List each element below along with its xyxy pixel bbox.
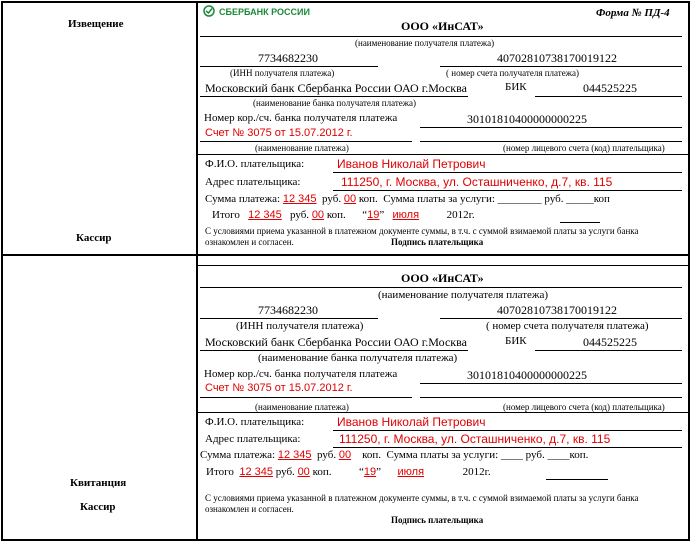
sberbank-logo-icon [203, 5, 215, 17]
service-kop-label: коп [593, 193, 610, 205]
address-label-bottom: Адрес плательщика: [205, 433, 301, 445]
sum-label: Сумма платежа: [200, 449, 278, 461]
total-row-top: Итого 12 345 руб. 00 коп. “19” июля 2012г. [212, 209, 475, 221]
fio-bottom: Иванов Николай Петрович [337, 415, 486, 429]
signature-top: Подпись плательщика [391, 237, 484, 247]
service-rub-label: руб. [525, 449, 545, 461]
corr-account-top: 30101810400000000225 [467, 112, 587, 126]
rub-label: руб. [322, 193, 342, 205]
sum-rubles: 12 345 [277, 449, 312, 461]
total-rubles: 12 345 [239, 466, 273, 478]
fio-section-line-top [198, 154, 688, 155]
account-bottom: 40702810738170019122 [497, 303, 617, 317]
recipient-name-top: ООО «ИнСАТ» [401, 19, 484, 33]
fio-label-bottom: Ф.И.О. плательщика: [205, 416, 305, 428]
bank-caption-top: (наименование банка получателя платежа) [253, 98, 416, 108]
address-label-top: Адрес плательщика: [205, 176, 301, 188]
address-bottom: 111250, г. Москва, ул. Осташниченко, д.7, кв. 115 [339, 432, 611, 446]
sum-row-bottom [200, 449, 588, 461]
corr-account-bottom: 30101810400000000225 [467, 368, 587, 382]
total-kopecks: 00 [311, 209, 325, 221]
address-line-bottom [333, 447, 682, 448]
date-line-bottom [546, 479, 608, 480]
fio-line-top [333, 172, 682, 173]
recipient-line-bottom [200, 287, 682, 288]
account-line-top [440, 66, 682, 67]
recipient-caption-bottom: (наименование получателя платежа) [378, 289, 549, 301]
corr-label-bottom: Номер кор./сч. банка получателя платежа [204, 368, 398, 380]
receipt-label: Квитанция [70, 477, 127, 489]
invoice-top: Счет № 3075 от 15.07.2012 г. [205, 127, 353, 139]
account-top: 40702810738170019122 [497, 51, 617, 65]
date-day: 19 [367, 209, 380, 221]
service-kop-blank: ____ [547, 449, 570, 461]
year-suffix: г. [484, 466, 491, 478]
total-row-bottom: Итого 12 345 руб. 00 коп. “19” июля 2012г. [206, 466, 491, 478]
date-line-top [560, 222, 600, 223]
total-rub-label: руб. [275, 466, 295, 478]
notice-label: Извещение [68, 18, 124, 30]
personal-line-bottom [420, 397, 682, 398]
sum-rubles: 12 345 [282, 193, 317, 205]
payment-caption-bottom: (наименование платежа) [255, 402, 349, 412]
account-caption-top: ( номер счета получателя платежа) [446, 68, 579, 78]
total-kopecks: 00 [297, 466, 310, 478]
bank-line-top [200, 96, 468, 97]
service-label: Сумма платы за услуги: [386, 449, 501, 461]
kop-label: коп. [362, 449, 382, 461]
sum-row-top [205, 193, 610, 205]
date-year: 2012 [446, 209, 469, 221]
consent-bottom: С условиями приема указанной в платежном документе суммы, в т.ч. с суммой взимаемой платы за услуги банка [205, 493, 639, 503]
inn-caption-bottom: (ИНН получателя платежа) [236, 320, 364, 332]
date-month: июля [397, 466, 425, 478]
consent-bottom-2: ознакомлен и согласен. [205, 504, 294, 514]
sum-kopecks: 00 [343, 193, 357, 205]
section-divider [1, 254, 690, 256]
bik-bottom: 044525225 [583, 335, 637, 349]
service-kop-label: коп. [569, 449, 589, 461]
payment-line-bottom [200, 397, 412, 398]
sberbank-logo-text: СБЕРБАНК РОССИИ [219, 7, 310, 17]
fio-line-bottom [333, 430, 682, 431]
personal-caption-bottom: (номер лицевого счета (код) плательщика) [503, 402, 665, 412]
fio-label-top: Ф.И.О. плательщика: [205, 158, 305, 170]
bik-line-bottom [535, 350, 682, 351]
payment-caption-top: (наименование платежа) [255, 143, 349, 153]
sum-label: Сумма платежа: [205, 193, 283, 205]
service-rub-blank: ____ [500, 449, 523, 461]
sum-kopecks: 00 [338, 449, 352, 461]
bik-top: 044525225 [583, 81, 637, 95]
personal-caption-top: (номер лицевого счета (код) плательщика) [503, 143, 665, 153]
account-line-bottom [440, 318, 682, 319]
address-line-top [333, 190, 682, 191]
total-rubles: 12 345 [248, 209, 282, 221]
date-month: июля [392, 209, 420, 221]
consent-top: С условиями приема указанной в платежном документе суммы, в т.ч. с суммой взимаемой платы за услуги банка [205, 226, 639, 236]
date-day: 19 [363, 466, 377, 478]
service-rub-blank: ________ [497, 193, 542, 205]
payment-line-top [200, 141, 412, 142]
corr-line-bottom [420, 383, 682, 384]
corr-line-top [420, 127, 682, 128]
bank-name-top: Московский банк Сбербанка России ОАО г.Москва [205, 81, 467, 95]
account-caption-bottom: ( номер счета получателя платежа) [486, 320, 649, 332]
bank-name-bottom: Московский банк Сбербанка России ОАО г.Москва [205, 335, 467, 349]
total-kop-label: коп. [312, 466, 332, 478]
left-column-divider [196, 1, 198, 541]
recipient-caption-top: (наименование получателя платежа) [355, 38, 495, 48]
total-rub-label: руб. [290, 209, 310, 221]
inn-bottom: 7734682230 [258, 303, 318, 317]
corr-label-top: Номер кор./сч. банка получателя платежа [204, 112, 398, 124]
sberbank-logo [203, 2, 310, 20]
recipient-name-bottom: ООО «ИнСАТ» [401, 271, 484, 285]
total-label: Итого [206, 466, 234, 478]
address-top: 111250, г. Москва, ул. Осташниченко, д.7, кв. 115 [341, 175, 613, 189]
inn-top: 7734682230 [258, 51, 318, 65]
cashier-label-bottom: Кассир [80, 501, 116, 513]
year-suffix: г. [468, 209, 475, 221]
cashier-label-top: Кассир [76, 232, 112, 244]
bik-line-top [535, 96, 682, 97]
bank-line-bottom [200, 350, 468, 351]
personal-line-top [420, 141, 682, 142]
rub-label: руб. [317, 449, 337, 461]
service-label: Сумма платы за услуги: [383, 193, 498, 205]
date-year: 2012 [462, 466, 485, 478]
inn-line-bottom [200, 318, 378, 319]
fio-top: Иванов Николай Петрович [337, 157, 486, 171]
bottom-top-line [198, 265, 688, 266]
total-kop-label: коп. [326, 209, 346, 221]
bik-label-top: БИК [505, 81, 527, 93]
inn-caption-top: (ИНН получателя платежа) [230, 68, 335, 78]
kop-label: коп. [358, 193, 378, 205]
bank-caption-bottom: (наименование банка получателя платежа) [258, 352, 458, 364]
total-label: Итого [212, 209, 240, 221]
recipient-line-top [200, 36, 682, 37]
bik-label-bottom: БИК [505, 335, 527, 347]
inn-line-top [200, 66, 378, 67]
form-title: Форма № ПД-4 [596, 7, 670, 19]
signature-bottom: Подпись плательщика [391, 515, 484, 525]
fio-section-line-bottom [198, 412, 688, 413]
invoice-bottom: Счет № 3075 от 15.07.2012 г. [205, 382, 353, 394]
service-rub-label: руб. [544, 193, 564, 205]
service-kop-blank: _____ [566, 193, 594, 205]
consent-top-2: ознакомлен и согласен. [205, 237, 294, 247]
